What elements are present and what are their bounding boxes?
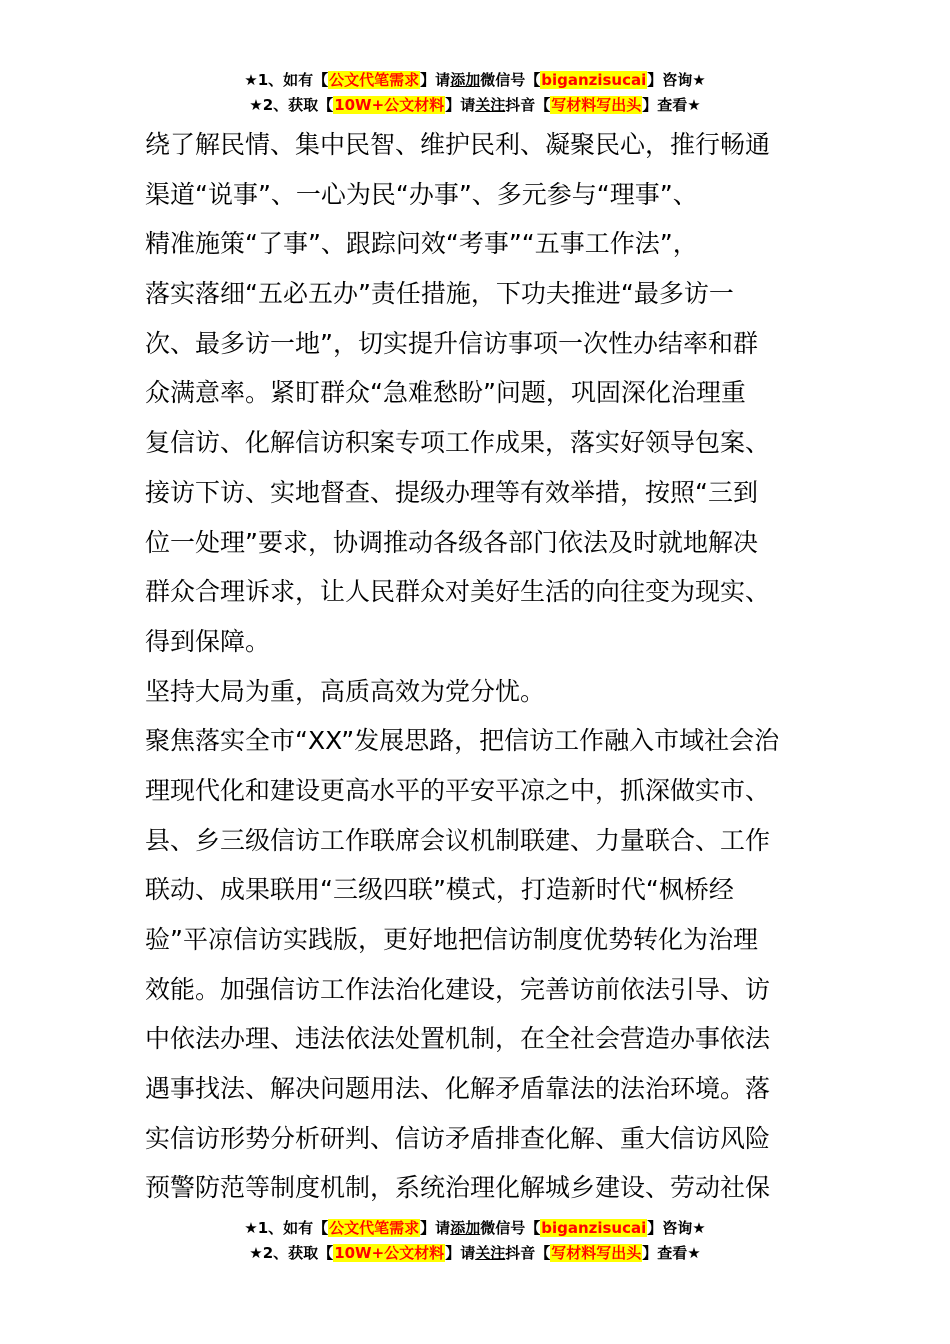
body-line: 效能。加强信访工作法治化建设，完善访前依法引导、访 [145, 974, 771, 1004]
body-line: 县、乡三级信访工作联席会议机制联建、力量联合、工作 [145, 825, 771, 855]
body-line: 得到保障。 [145, 626, 271, 656]
banner-text: ★1、如有【 [244, 1219, 329, 1237]
banner-highlight: 公文代笔需求 [329, 1219, 420, 1237]
body-line: 落实落细“五必五办”责任措施，下功夫推进“最多访一 [145, 279, 734, 309]
body-line: 验”平凉信访实践版，更好地把信访制度优势转化为治理 [145, 925, 758, 954]
banner-text: 】请 [420, 71, 451, 89]
banner-highlight: biganzisucai [541, 71, 647, 89]
banner-underlined: 关注 [475, 1244, 506, 1262]
banner-line-2 [0, 1241, 950, 1266]
body-line: 遇事找法、解决问题用法、化解矛盾靠法的法治环境。落 [145, 1074, 771, 1104]
body-line: 群众合理诉求，让人民群众对美好生活的向往变为现实、 [145, 577, 771, 607]
body-line: 复信访、化解信访积案专项工作成果，落实好领导包案、 [145, 428, 771, 458]
body-line: 实信访形势分析研判、信访矛盾排查化解、重大信访风险 [145, 1123, 771, 1153]
banner-text: 】查看★ [642, 1244, 701, 1262]
banner-highlight: biganzisucai [541, 1219, 647, 1237]
banner-line-1 [0, 68, 950, 93]
banner-underlined: 添加 [450, 1219, 481, 1237]
body-line: 中依法办理、违法依法处置机制，在全社会营造办事依法 [145, 1024, 771, 1054]
banner-text: 】请 [420, 1219, 451, 1237]
banner-underlined: 添加 [450, 71, 481, 89]
section-heading: 坚持大局为重，高质高效为党分忧。 [145, 676, 546, 706]
banner-text: 】咨询★ [647, 1219, 706, 1237]
banner-text: 抖音【 [505, 96, 551, 114]
body-line: 聚焦落实全市“XX”发展思路，把信访工作融入市域社会治 [145, 726, 780, 756]
body-line: 接访下访、实地督查、提级办理等有效举措，按照“三到 [145, 477, 758, 507]
body-line: 次、最多访一地”，切实提升信访事项一次性办结率和群 [145, 328, 758, 358]
banner-text: 】咨询★ [647, 71, 706, 89]
document-body [145, 120, 810, 1213]
footer-banner [0, 1216, 950, 1266]
banner-line-1 [0, 1216, 950, 1241]
body-line: 精准施策“了事”、跟踪问效“考事”“五事工作法”， [145, 229, 698, 259]
banner-highlight: 10W+公文材料 [334, 96, 445, 114]
body-line: 联动、成果联用“三级四联”模式，打造新时代“枫桥经 [145, 875, 734, 905]
body-line: 绕了解民情、集中民智、维护民利、凝聚民心，推行畅通 [145, 130, 771, 159]
body-line: 渠道“说事”、一心为民“办事”、多元参与“理事”、 [145, 179, 698, 209]
banner-line-2 [0, 93, 950, 118]
banner-highlight: 公文代笔需求 [329, 71, 420, 89]
body-line: 预警防范等制度机制，系统治理化解城乡建设、劳动社保 [145, 1173, 771, 1203]
banner-text: 】请 [445, 96, 476, 114]
body-line: 理现代化和建设更高水平的平安平凉之中，抓深做实市、 [145, 775, 771, 805]
banner-text: 】查看★ [642, 96, 701, 114]
banner-highlight: 写材料写出头 [551, 1244, 642, 1262]
body-line: 众满意率。紧盯群众“急难愁盼”问题，巩固深化治理重 [145, 378, 746, 408]
banner-text: ★2、获取【 [249, 96, 334, 114]
banner-text: 】请 [445, 1244, 476, 1262]
banner-text: 微信号【 [480, 71, 541, 89]
banner-underlined: 关注 [475, 96, 506, 114]
banner-text: ★2、获取【 [249, 1244, 334, 1262]
body-line: 位一处理”要求，协调推动各级各部门依法及时就地解决 [145, 527, 758, 557]
banner-text: 抖音【 [505, 1244, 551, 1262]
banner-text: 微信号【 [480, 1219, 541, 1237]
banner-text: ★1、如有【 [244, 71, 329, 89]
banner-highlight: 写材料写出头 [551, 96, 642, 114]
banner-highlight: 10W+公文材料 [334, 1244, 445, 1262]
header-banner [0, 68, 950, 118]
